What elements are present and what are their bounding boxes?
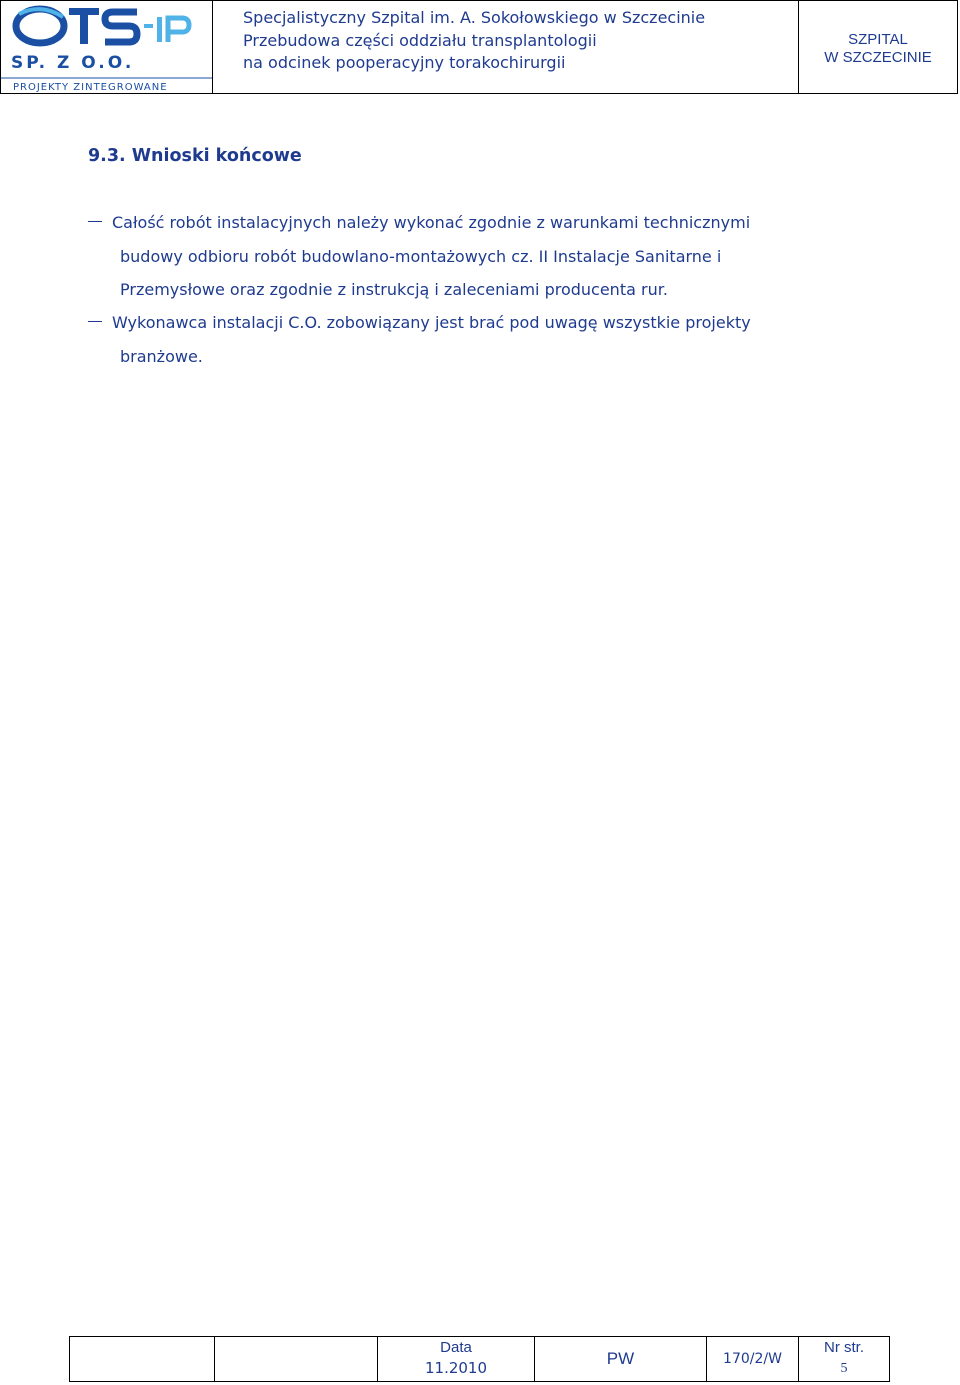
footer-page-cell [799,1337,889,1381]
conclusion-item [88,206,848,307]
footer-stage-cell [535,1337,707,1381]
stage-value: PW [606,1349,635,1368]
project-title-line: na odcinek pooperacyjny torakochirurgii [243,53,566,72]
project-title-line: Specjalistyczny Szpital im. A. Sokołowskiego w Szczecinie [243,8,706,27]
conclusion-text-line: Wykonawca instalacji C.O. zobowiązany jest brać pod uwagę wszystkie projekty [112,313,751,332]
conclusion-text-line: branżowe. [120,346,203,366]
page-number-label: Nr str. [824,1339,864,1356]
footer-empty-cell [70,1337,215,1381]
date-label: Data [440,1339,472,1356]
logo-company-text: SP. Z O.O. [11,53,135,73]
ots-ip-logo [1,1,212,93]
date-value: 11.2010 [424,1359,488,1377]
company-logo [1,1,213,93]
client-name [799,1,957,93]
project-title [213,1,799,93]
conclusion-text-line: budowy odbioru robót budowlano-montażowych cz. II Instalacje Sanitarne i [120,246,722,266]
conclusion-text-line: Całość robót instalacyjnych należy wykonać zgodnie z warunkami technicznymi [112,213,751,232]
client-name-line: W SZCZECINIE [824,49,932,66]
conclusion-text-line: Przemysłowe oraz zgodnie z instrukcją i zaleceniami producenta rur. [120,280,668,299]
dash-bullet-icon [88,221,102,222]
dash-bullet-icon [88,321,102,322]
footer-empty-cell [215,1337,378,1381]
section-heading: 9.3. Wnioski końcowe [88,146,302,166]
page-footer [69,1336,890,1382]
page-header [0,0,958,94]
document-number: 170/2/W [723,1351,782,1367]
footer-docnum-cell [707,1337,799,1381]
project-title-line: Przebudowa części oddziału transplantologii [243,30,597,50]
conclusion-item [88,306,848,373]
client-name-line: SZPITAL [848,31,908,48]
logo-tagline-text: PROJEKTY ZINTEGROWANE [13,82,168,93]
page-number: 5 [840,1361,848,1376]
footer-date-cell [378,1337,535,1381]
